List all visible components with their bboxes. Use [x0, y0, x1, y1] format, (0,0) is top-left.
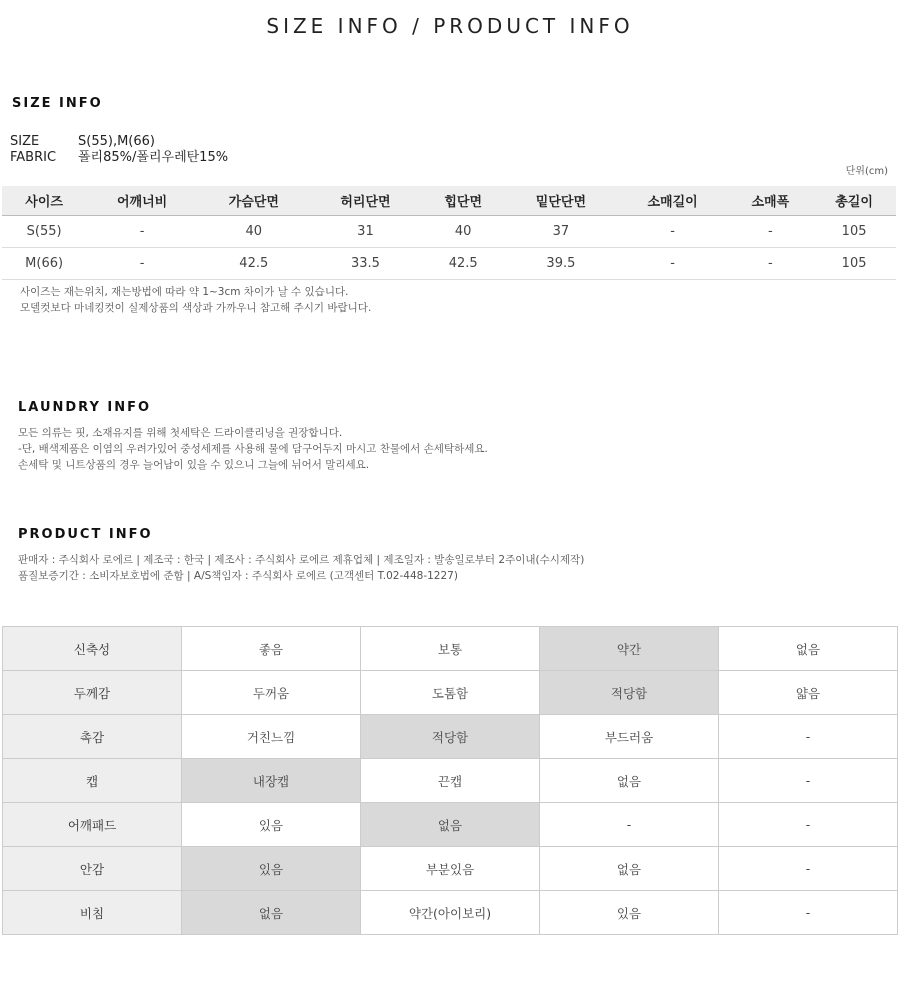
column-header: 사이즈 — [2, 186, 86, 215]
page-title: SIZE INFO / PRODUCT INFO — [266, 14, 634, 38]
attribute-option: 얇음 — [719, 671, 898, 715]
note-line: 품질보증기간 : 소비자보호법에 준함 | A/S책임자 : 주식회사 로에르 (고객센터 T.02-448-1227) — [18, 570, 458, 582]
attribute-option: - — [719, 803, 898, 847]
column-header: 총길이 — [812, 186, 896, 215]
table-cell: - — [86, 247, 198, 279]
attribute-label: 안감 — [3, 847, 182, 891]
table-cell: 105 — [812, 247, 896, 279]
attribute-option: 부분있음 — [361, 847, 540, 891]
table-cell: 40 — [421, 215, 505, 247]
attribute-option-selected: 적당함 — [540, 671, 719, 715]
column-header: 허리단면 — [310, 186, 422, 215]
attribute-option-selected: 없음 — [182, 891, 361, 935]
attribute-option: 약간(아이보리) — [361, 891, 540, 935]
attribute-row — [3, 671, 898, 715]
attribute-row — [3, 627, 898, 671]
attribute-option: 있음 — [540, 891, 719, 935]
table-cell: 31 — [310, 215, 422, 247]
attribute-option: 거친느낌 — [182, 715, 361, 759]
attribute-option: 두꺼움 — [182, 671, 361, 715]
table-cell: - — [728, 215, 812, 247]
attribute-option: - — [540, 803, 719, 847]
fabric-label: FABRIC — [10, 150, 57, 165]
attribute-option-selected: 없음 — [361, 803, 540, 847]
size-table — [2, 186, 896, 280]
table-cell: 40 — [198, 215, 310, 247]
laundry-info-heading: LAUNDRY INFO — [18, 400, 152, 415]
attribute-label: 촉감 — [3, 715, 182, 759]
attribute-label: 캡 — [3, 759, 182, 803]
attribute-option-selected: 약간 — [540, 627, 719, 671]
attribute-label: 두께감 — [3, 671, 182, 715]
column-header: 가슴단면 — [198, 186, 310, 215]
attribute-row — [3, 803, 898, 847]
table-cell: 42.5 — [421, 247, 505, 279]
note-line: -단, 배색제품은 이염의 우려가있어 중성세제를 사용해 물에 담구어두지 마시고 찬물에서 손세탁하세요. — [18, 443, 488, 455]
table-row — [2, 247, 896, 279]
column-header: 힙단면 — [421, 186, 505, 215]
table-cell: M(66) — [2, 247, 86, 279]
table-cell: 37 — [505, 215, 617, 247]
attribute-option: - — [719, 847, 898, 891]
table-row — [2, 215, 896, 247]
column-header: 소매폭 — [728, 186, 812, 215]
column-header: 소매길이 — [617, 186, 729, 215]
table-cell: - — [728, 247, 812, 279]
attribute-label: 신축성 — [3, 627, 182, 671]
attribute-option: 없음 — [540, 847, 719, 891]
attribute-option: 부드러움 — [540, 715, 719, 759]
size-row — [10, 134, 228, 150]
table-cell: 39.5 — [505, 247, 617, 279]
size-value: S(55),M(66) — [78, 134, 155, 149]
attribute-row — [3, 847, 898, 891]
attribute-label: 어깨패드 — [3, 803, 182, 847]
table-cell: - — [617, 215, 729, 247]
attribute-option: 있음 — [182, 803, 361, 847]
size-notes — [20, 284, 371, 316]
table-cell: 42.5 — [198, 247, 310, 279]
attribute-table — [2, 626, 898, 935]
attribute-option: - — [719, 715, 898, 759]
note-line: 모델컷보다 마네킹컷이 실제상품의 색상과 가까우니 참고해 주시기 바랍니다. — [20, 302, 372, 314]
attribute-option-selected: 내장캡 — [182, 759, 361, 803]
column-header: 밑단단면 — [505, 186, 617, 215]
size-label: SIZE — [10, 134, 40, 149]
product-notes — [18, 552, 584, 584]
note-line: 모든 의류는 핏, 소재유지를 위해 첫세탁은 드라이클리닝을 권장합니다. — [18, 427, 343, 439]
table-cell: 33.5 — [310, 247, 422, 279]
table-cell: S(55) — [2, 215, 86, 247]
attribute-option-selected: 있음 — [182, 847, 361, 891]
size-table-header-row — [2, 186, 896, 215]
attribute-label: 비침 — [3, 891, 182, 935]
attribute-option: 끈캡 — [361, 759, 540, 803]
attribute-option: 좋음 — [182, 627, 361, 671]
attribute-option-selected: 적당함 — [361, 715, 540, 759]
attribute-option: 도톰함 — [361, 671, 540, 715]
note-line: 사이즈는 재는위치, 재는방법에 따라 약 1~3cm 차이가 날 수 있습니다. — [20, 286, 349, 298]
fabric-row — [10, 150, 228, 166]
laundry-notes — [18, 425, 488, 473]
attribute-option: 없음 — [719, 627, 898, 671]
note-line: 판매자 : 주식회사 로에르 | 제조국 : 한국 | 제조사 : 주식회사 로에르 제휴업체 | 제조일자 : 발송일로부터 2주이내(수시제작) — [18, 554, 585, 566]
table-cell: 105 — [812, 215, 896, 247]
spec-block — [10, 134, 228, 166]
attribute-option: 없음 — [540, 759, 719, 803]
column-header: 어깨너비 — [86, 186, 198, 215]
attribute-option: - — [719, 891, 898, 935]
attribute-option: 보통 — [361, 627, 540, 671]
attribute-row — [3, 715, 898, 759]
table-cell: - — [86, 215, 198, 247]
attribute-row — [3, 759, 898, 803]
table-cell: - — [617, 247, 729, 279]
size-info-heading: SIZE INFO — [12, 96, 103, 111]
product-info-heading: PRODUCT INFO — [18, 527, 153, 542]
attribute-option: - — [719, 759, 898, 803]
fabric-value: 폴리85%/폴리우레탄15% — [78, 150, 229, 165]
note-line: 손세탁 및 니트상품의 경우 늘어남이 있을 수 있으니 그늘에 뉘어서 말리세요. — [18, 459, 370, 471]
unit-note: 단위(cm) — [845, 166, 888, 177]
attribute-row — [3, 891, 898, 935]
